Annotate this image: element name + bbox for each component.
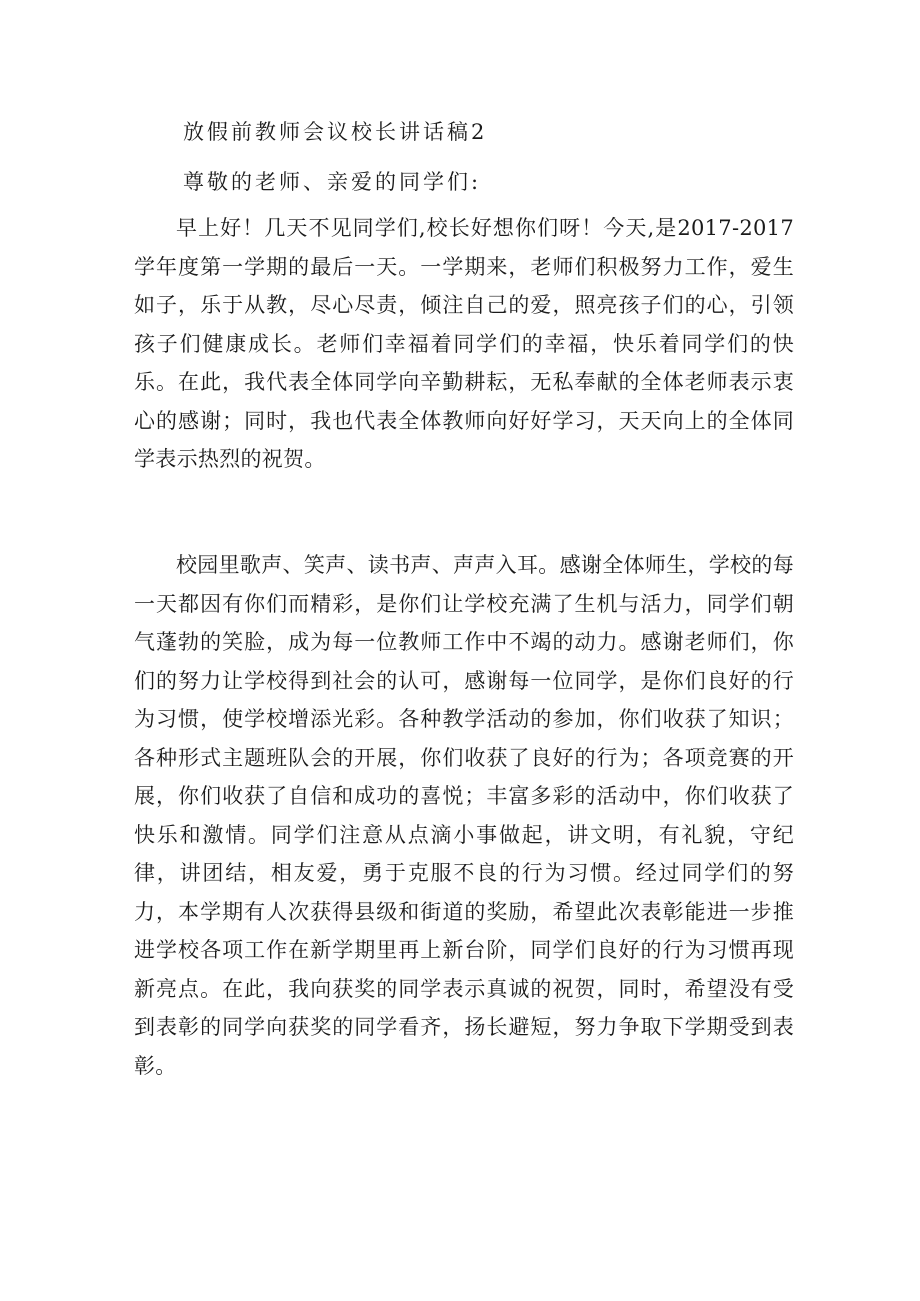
paragraph-campus: 校园里歌声、笑声、读书声、声声入耳。感谢全体师生，学校的每一天都因有你们而精彩，是你们让学校充满了生机与活力，同学们朝气蓬勃的笑脸，成为每一位教师工作中不竭的动力。感谢老师们，你们的努力让学校得到社会的认可，感谢每一位同学，是你们良好的行为习惯，使学校增添光彩。各种教学活动的参加，你们收获了知识；各种形式主题班队会的开展，你们收获了良好的行为；各项竞赛的开展，你们收获了自信和成功的喜悦；丰富多彩的活动中，你们收获了快乐和激情。同学们注意从点滴小事做起，讲文明，有礼貌，守纪律，讲团结，相友爱，勇于克服不良的行为习惯。经过同学们的努力，本学期有人次获得县级和街道的奖励，希望此次表彰能进一步推进学校各项工作在新学期里再上新台阶，同学们良好的行为习惯再现新亮点。在此，我向获奖的同学表示真诚的祝贺，同时，希望没有受到表彰的同学向获奖的同学看齐，扬长避短，努力争取下学期受到表彰。: [134, 553, 794, 1078]
document-title: 放假前教师会议校长讲话稿2: [183, 120, 488, 144]
salutation: 尊敬的老师、亲爱的同学们:: [183, 170, 482, 194]
paragraph-opening: 早上好！几天不见同学们,校长好想你们呀！今天,是2017-2017学年度第一学期的最后一天。一学期来，老师们积极努力工作，爱生如子，乐于从教，尽心尽责，倾注自己的爱，照亮孩子们的心，引领孩子们健康成长。老师们幸福着同学们的幸福，快乐着同学们的快乐。在此，我代表全体同学向辛勤耕耘，无私奉献的全体老师表示衷心的感谢；同时，我也代表全体教师向好好学习，天天向上的全体同学表示热烈的祝贺。: [134, 216, 794, 471]
